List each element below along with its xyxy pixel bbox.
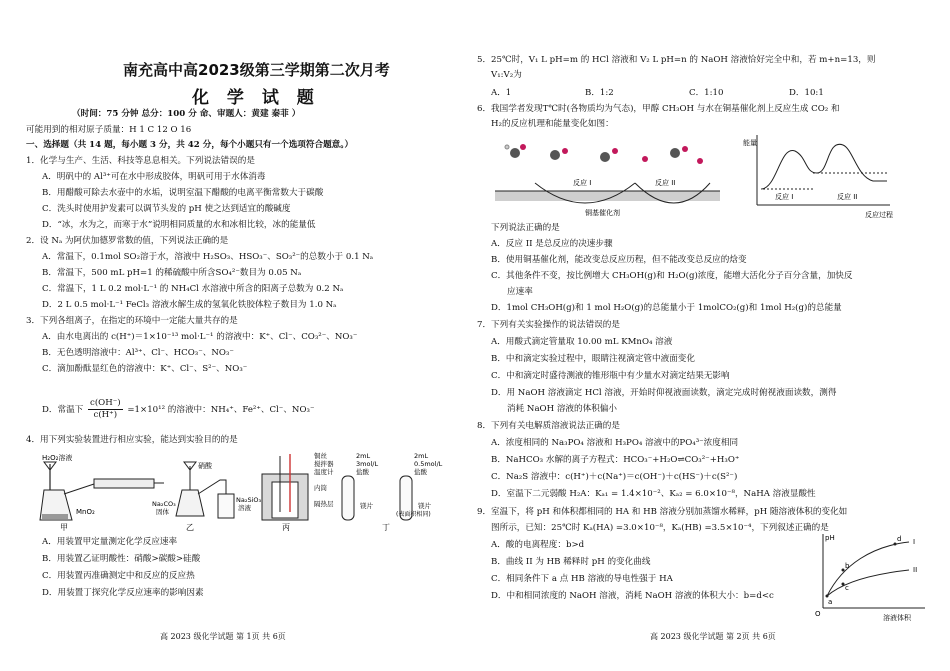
q4-option-b: B．用装置乙证明酸性：硝酸>碳酸>硅酸 [42,554,201,564]
q2-option-b: B．常温下，500 mL pH=1 的稀硫酸中所含SO₄²⁻数目为 0.05 Nₐ [42,268,302,278]
yi-flask [176,490,204,516]
q3-option-c: C．滴加酚酞显红色的溶液中：K⁺、Cl⁻、S²⁻、NO₃⁻ [42,364,248,374]
q9-option-a: A．酸的电离程度：b>d [491,540,585,550]
molecule-o-5 [682,146,688,152]
q3-d-denominator: c(H⁺) [93,410,118,420]
footer-page-1: 高 2023 级化学试题 第 1页 共 6页 [160,632,286,641]
q2-stem: 2．设 Nₐ 为阿伏加德罗常数的值，下列说法正确的是 [26,236,229,246]
molecule-o-4 [642,156,648,162]
mno2-solid [42,514,68,519]
apparatus-ding [342,452,443,532]
q9-ylabel: pH [825,534,835,542]
q8-option-b: B．NaHCO₃ 水解的离子方程式：HCO₃⁻+H₂O⇌CO₃²⁻+H₃O⁺ [491,455,740,465]
label-acid1-conc: 3mol/L [356,460,379,468]
exam-meta: （时间：75 分钟 总分：100 分 命、审题人：黄建 秦菲 ） [72,109,301,119]
q3-d-prefix: D．常温下 [42,405,84,415]
exam-title: 南充高中高2023级第三学期第二次月考 [123,61,390,79]
q6-option-c-cont: 应速率 [507,287,533,297]
label-mno2: MnO₂ [76,508,95,516]
q3-stem: 3．下列各组离子，在指定的环境中一定能大量共存的是 [26,316,238,326]
q7-option-a: A．用酸式滴定管量取 10.00 mL KMnO₄ 溶液 [491,337,673,347]
label-progress: 反应过程 [865,211,893,219]
q9-label-I: I [913,538,916,546]
q5-option-d: D．10:1 [789,88,824,98]
q6-stem-2: H₂的反应机理和能量变化如图： [491,119,614,129]
q1-option-d: D．“冰，水为之，而寒于水”说明相同质量的水和冰相比较，冰的能量低 [42,220,316,230]
label-thermo: 温度计 [314,468,334,476]
q5-stem: 5．25℃时，V₁ L pH=m 的 HCl 溶液和 V₂ L pH=n 的 NaOH 溶液恰好完全中和，若 m+n=13，则 [477,55,876,65]
q4-stem: 4．用下列实验装置进行相应实验，能达到实验目的的是 [26,435,238,445]
q9-label-d: d [897,535,902,543]
label-bing: 丙 [282,523,290,532]
label-acid2-conc: 0.5mol/L [414,460,443,468]
q7-stem: 7．下列有关实验操作的说法错误的是 [477,320,620,330]
label-mg2: 镁片 [418,502,431,510]
q2-option-d: D．2 L 0.5 mol·L⁻¹ FeCl₃ 溶液水解生成的氢氧化铁胶体粒子数目为 1.0 Nₐ [42,300,337,310]
q9-stem-2: 图所示，已知：25℃时 Kₐ(HA) =3.0×10⁻⁸，Kₐ(HB) =3.5×10⁻⁴，下列叙述正确的是 [491,523,829,533]
q9-label-b: b [845,562,850,570]
q9-xlabel: 溶液体积 [883,614,911,622]
energy-diagram [743,135,893,219]
q3-option-b: B．无色透明溶液中：Al³⁺、Cl⁻、HCO₃⁻、NO₃⁻ [42,348,234,358]
label-catalyst: 铜基催化剂 [585,209,620,217]
label-r2-mech: 反应 II [655,179,676,187]
q6-option-a: A．反应 II 是总反应的决速步骤 [491,239,613,249]
inner-cup [272,482,298,518]
energy-curve [761,144,887,189]
q3-d-suffix: =1×10¹² 的溶液中：NH₄⁺、Fe²⁺、Cl⁻、NO₃⁻ [127,405,315,415]
label-stirrer: 搅拌器 [314,460,334,468]
test-tube-1 [342,476,354,520]
molecule-sprites [505,144,703,164]
q8-option-a: A．浓度相同的 Na₃PO₄ 溶液和 H₃PO₄ 溶液中的PO₄³⁻浓度相同 [491,438,739,448]
label-energy-1: 能量 [743,139,757,147]
label-same-area: (表面积相同) [396,511,431,518]
q2-option-a: A．常温下，0.1mol SO₂溶于水，溶液中 H₂SO₃、HSO₃⁻、SO₃²⁻的总数小于 0.1 Nₐ [42,252,374,262]
q7-option-d-cont: 消耗 NaOH 溶液的体积偏小 [507,404,617,414]
q6-lead: 下列说法正确的是 [491,223,560,233]
q4-option-a: A．用装置甲定量测定化学反应速率 [42,537,178,547]
catalyst-slab [495,191,720,201]
apparatus-jia [40,453,164,532]
label-soln: 溶液 [238,504,251,512]
q4-option-d: D．用装置丁探究化学反应速率的影响因素 [42,588,204,598]
q6-mechanism-figure [495,133,935,223]
q9-curve-II [827,570,909,596]
molecule-o-1 [520,144,526,150]
label-inner: 内筒 [314,484,327,492]
molecule-h-1 [505,145,509,149]
label-jia: 甲 [60,523,68,532]
molecule-o-6 [697,158,703,164]
molecule-c-4 [670,148,680,158]
q8-option-d: D．室温下二元弱酸 H₂A：Kₐ₁ = 1.4×10⁻²、Kₐ₂ = 6.0×10⁻⁸，NaHA 溶液显酸性 [491,489,816,499]
q9-option-b: B．曲线 II 为 HB 稀释时 pH 的变化曲线 [491,557,651,567]
q2-option-c: C．常温下，1 L 0.2 mol·L⁻¹ 的 NH₄Cl 水溶液中所含的阳离子总数为 0.2 Nₐ [42,284,344,294]
q9-option-c: C．相同条件下 a 点 HB 溶液的导电性强于 HA [491,574,673,584]
q3-d-fraction [88,398,123,421]
label-copper: 铜丝 [314,452,327,460]
footer-page-2: 高 2023 级化学试题 第 2页 共 6页 [650,632,776,641]
molecule-c-1 [510,148,520,158]
q1-option-a: A．明矾中的 Al³⁺可在水中形成胶体，明矾可用于水体消毒 [42,172,266,182]
q1-option-c: C．洗头时使用护发素可以调节头发的 pH 使之达到适宜的酸碱度 [42,204,291,214]
label-insul: 隔热层 [314,500,334,508]
q7-option-c: C．中和滴定时盛待测液的锥形瓶中有少量水对滴定结果无影响 [491,371,730,381]
label-na2sio3: Na₂SiO₃ [236,496,262,504]
molecule-c-2 [550,150,560,160]
label-acid2-vol: 2mL [414,452,429,460]
q9-label-c: c [845,584,849,592]
label-h2o2: H₂O₂溶液 [42,454,73,462]
syringe [94,479,154,488]
q7-option-d: D．用 NaOH 溶液滴定 HCl 溶液，开始时仰视液面读数，滴定完成时俯视液面读数，测得 [491,388,837,398]
q9-stem: 9．室温下，将 pH 和体积都相同的 HA 和 HB 溶液分别加蒸馏水稀释，pH 随溶液体积的变化如 [477,507,848,517]
label-na2co3: Na₂CO₃ [152,500,176,508]
q9-option-d: D．中和相同浓度的 NaOH 溶液，消耗 NaOH 溶液的体积大小：b=d<c [491,591,774,601]
q7-option-b: B．中和滴定实验过程中，眼睛注视滴定管中液面变化 [491,354,695,364]
q6-option-b: B．使用铜基催化剂，能改变总反应历程，但不能改变总反应的焓变 [491,255,747,265]
q1-stem: 1．化学与生产、生活、科技等息息相关。下列说法错误的是 [26,156,255,166]
page-2 [475,0,950,671]
label-acid1-name: 盐酸 [356,468,369,476]
label-solid: 固体 [156,508,169,516]
q9-origin: O [815,610,821,618]
label-r2-energy: 反应 II [837,193,858,201]
q1-option-b: B．用醋酸可除去水壶中的水垢，说明室温下醋酸的电离平衡常数大于碳酸 [42,188,324,198]
q5-option-a: A．1 [491,88,512,98]
q9-label-II: II [913,566,918,574]
q6-stem: 6．我国学者发现T℃时(各物质均为气态)，甲醇 CH₃OH 与水在铜基催化剂上反应生成 CO₂ 和 [477,104,840,114]
atomic-mass: 可能用到的相对原子质量：H 1 C 12 O 16 [26,125,192,135]
q6-option-c: C．其他条件不变，按比例增大 CH₃OH(g)和 H₂O(g)浓度，能增大活化分子百分含量，加快反 [491,271,853,281]
molecule-c-3 [600,152,610,162]
molecule-o-2 [562,148,568,154]
q9-label-a: a [828,598,833,606]
apparatus-bing [262,451,334,532]
section-heading: 一、选择题（共 14 题，每小题 3 分，共 42 分，每个小题只有一个选项符合题意。） [26,140,354,150]
q3-option-d [42,398,314,421]
q5-option-c: C．1:10 [689,88,724,98]
label-nitric: 硝酸 [198,462,212,470]
label-r1-energy: 反应 I [775,193,794,201]
label-acid1-vol: 2mL [356,452,371,460]
q5-stem-2: V₁:V₂为 [491,70,522,80]
q3-d-numerator: c(OH⁻) [90,398,121,408]
label-r1-mech: 反应 I [573,179,592,187]
label-yi: 乙 [186,523,194,532]
yi-test-tube [218,494,234,518]
q4-apparatus-figure [30,450,460,532]
label-acid2-name: 盐酸 [414,468,427,476]
q6-option-d: D．1mol CH₃OH(g)和 1 mol H₂O(g)的总能量小于 1molCO₂(g)和 1mol H₂(g)的总能量 [491,303,842,313]
q5-option-b: B．1:2 [585,88,614,98]
delivery-tube [64,484,94,494]
q3-option-a: A．由水电离出的 c(H⁺)＝1×10⁻¹³ mol·L⁻¹ 的溶液中：K⁺、Cl⁻、CO₃²⁻、NO₃⁻ [42,332,358,342]
label-mg1: 镁片 [360,502,373,510]
subject-title: 化 学 试 题 [192,88,320,108]
molecule-o-3 [612,148,618,154]
catalyst-surface [495,178,720,217]
q8-option-c: C．Na₂S 溶液中：c(H⁺)＋c(Na⁺)＝c(OH⁻)＋c(HS⁻)＋c(S²⁻) [491,472,738,482]
apparatus-yi [152,461,261,532]
q4-option-c: C．用装置丙准确测定中和反应的反应热 [42,571,195,581]
q8-stem: 8．下列有关电解质溶液说法正确的是 [477,421,620,431]
q9-dilution-graph [813,530,931,622]
label-ding: 丁 [382,523,390,532]
